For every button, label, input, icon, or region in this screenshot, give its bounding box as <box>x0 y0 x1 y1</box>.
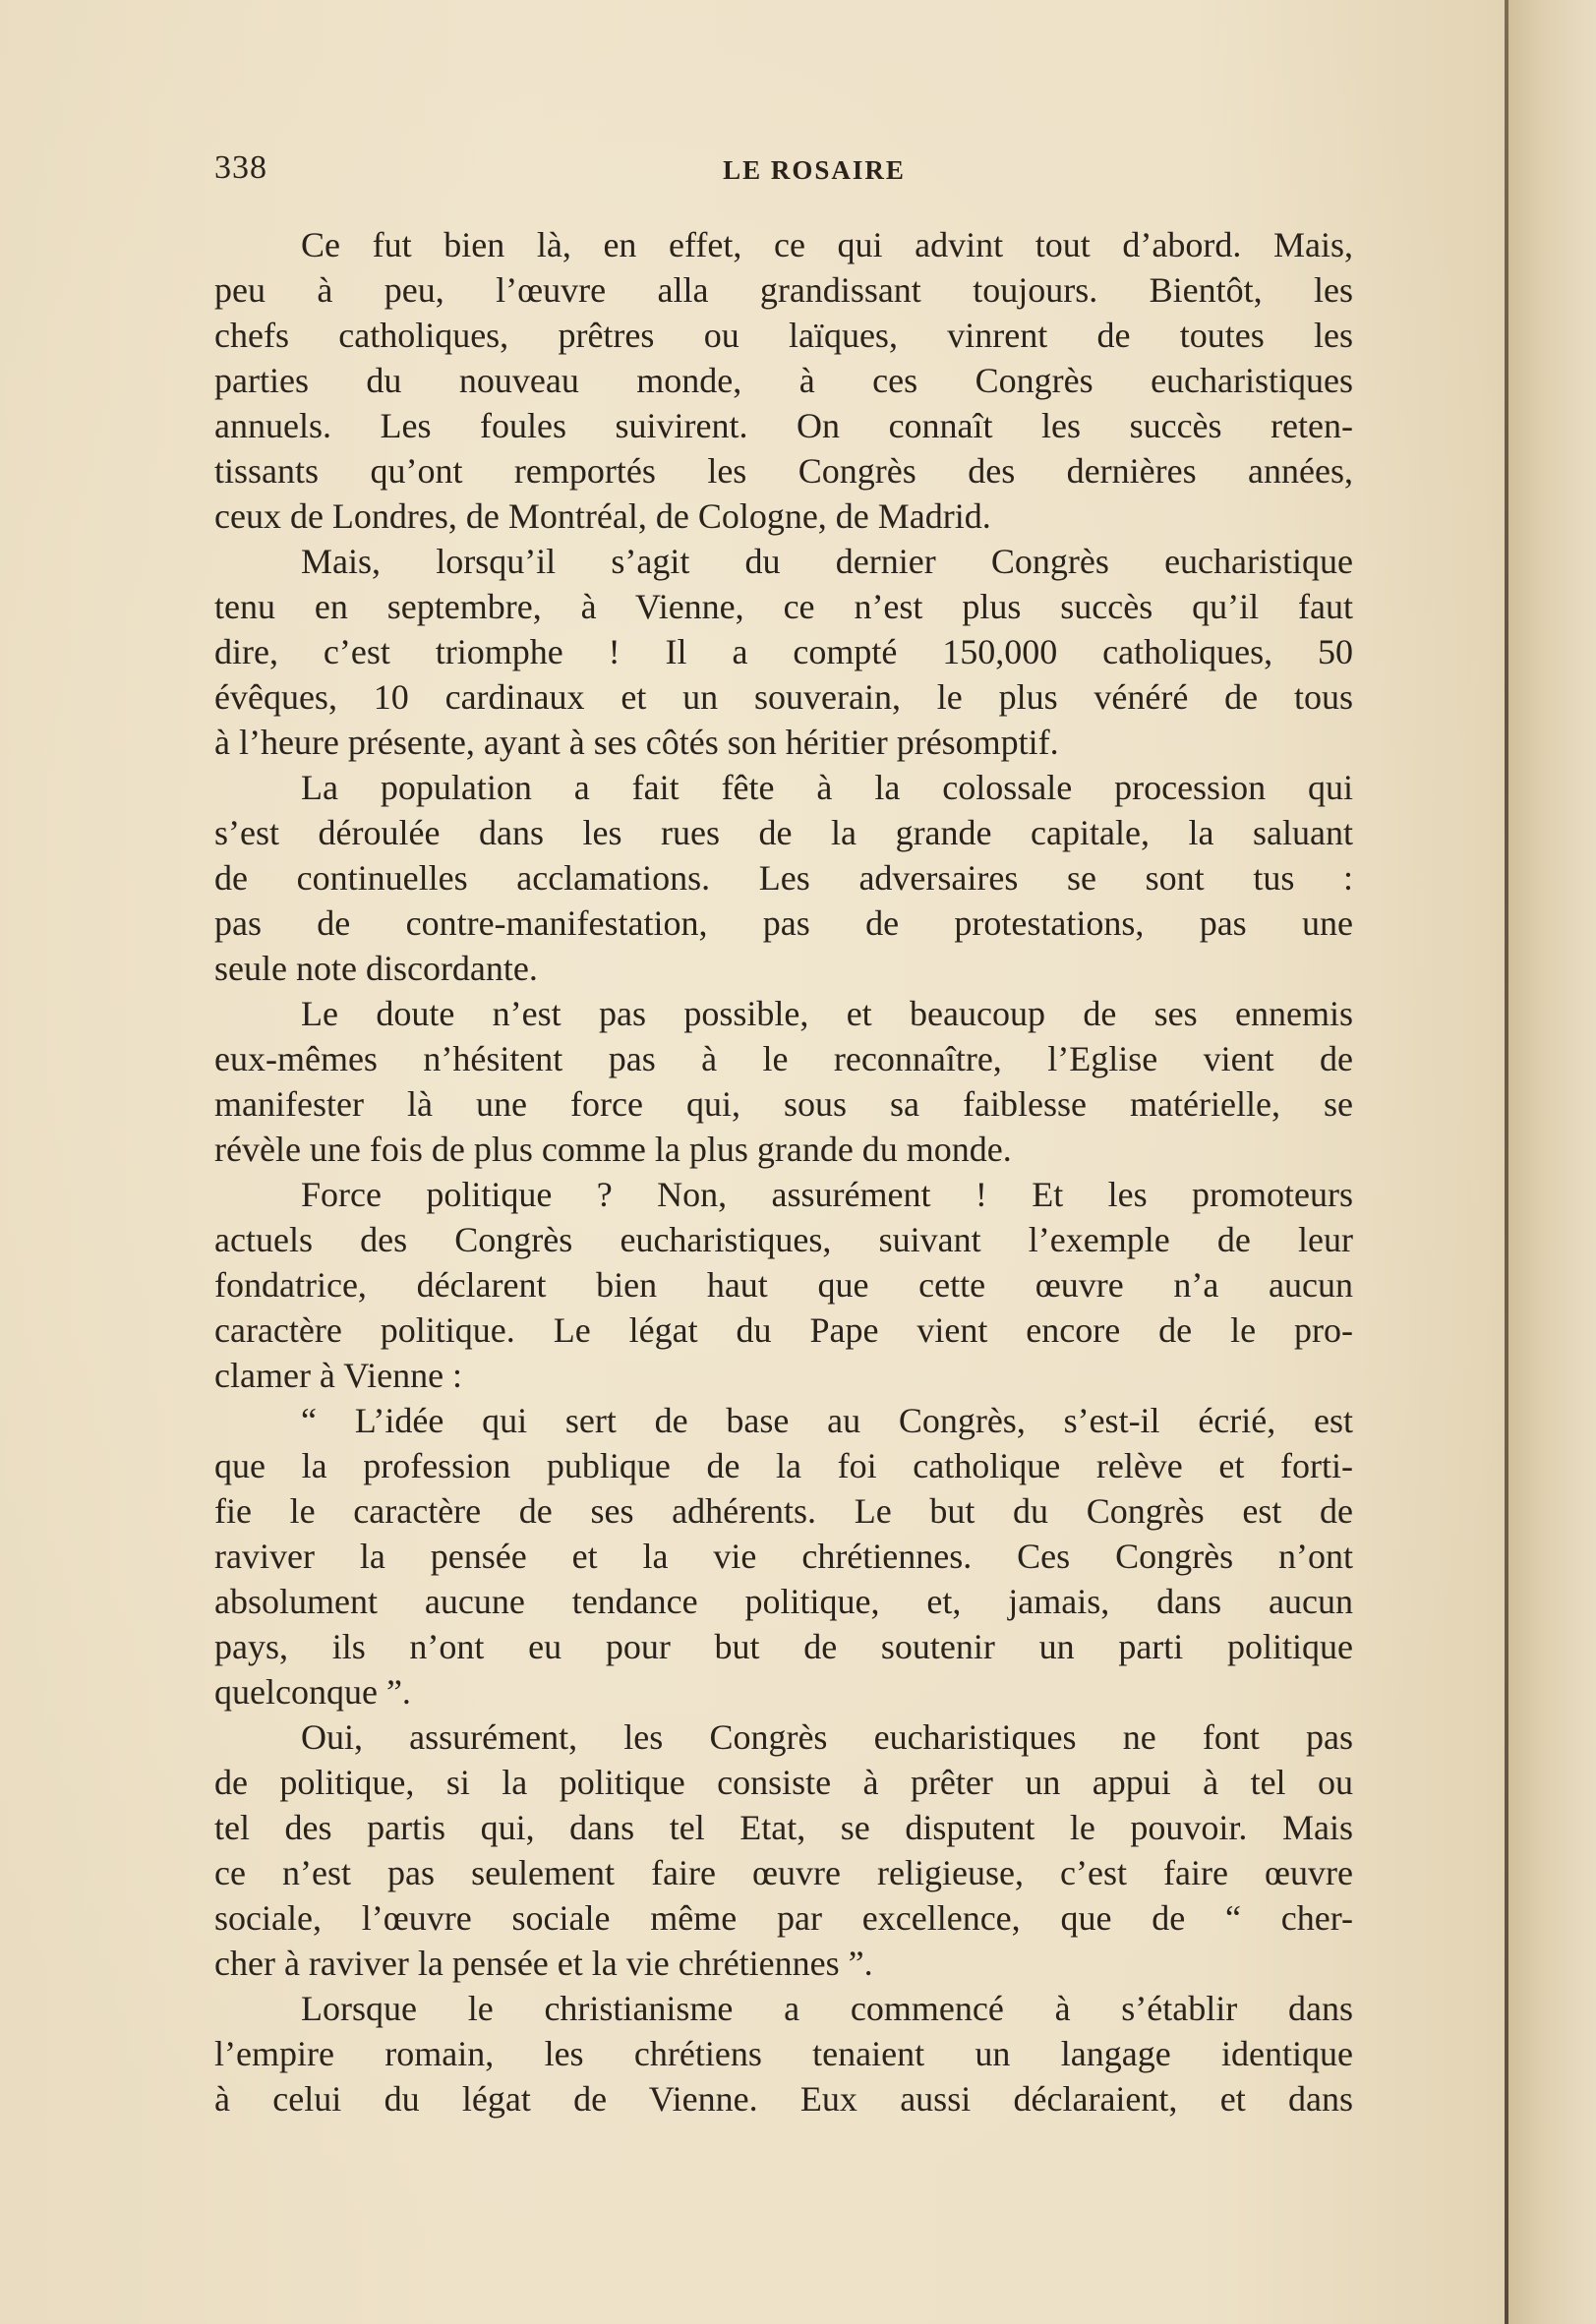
paragraph <box>214 1398 1353 1714</box>
next-page-margin <box>1508 0 1596 2324</box>
text-line: à l’heure présente, ayant à ses côtés son héritier présomptif. <box>214 723 1059 762</box>
text-line: de politique, si la politique consiste à prêter un appui à tel ou <box>214 1763 1353 1802</box>
text-line: caractère politique. Le légat du Pape vient encore de le pro- <box>214 1310 1353 1350</box>
paragraph <box>214 765 1353 991</box>
text-line: absolument aucune tendance politique, et, jamais, dans aucun <box>214 1582 1353 1621</box>
text-line: s’est déroulée dans les rues de la grande capitale, la saluant <box>214 813 1353 852</box>
text-line: ceux de Londres, de Montréal, de Cologne, de Madrid. <box>214 496 991 536</box>
text-line: pays, ils n’ont eu pour but de soutenir un parti politique <box>214 1627 1353 1666</box>
text-line: Oui, assurément, les Congrès eucharistiques ne font pas <box>301 1717 1353 1757</box>
paragraph <box>214 222 1353 539</box>
text-line: fie le caractère de ses adhérents. Le but du Congrès est de <box>214 1491 1353 1531</box>
text-line: Le doute n’est pas possible, et beaucoup de ses ennemis <box>301 994 1353 1033</box>
text-line: dire, c’est triomphe ! Il a compté 150,000 catholiques, 50 <box>214 632 1353 671</box>
paragraph <box>214 991 1353 1172</box>
text-line: raviver la pensée et la vie chrétiennes. Ces Congrès n’ont <box>214 1537 1353 1576</box>
text-line: eux-mêmes n’hésitent pas à le reconnaître, l’Eglise vient de <box>214 1039 1353 1078</box>
text-line: ce n’est pas seulement faire œuvre religieuse, c’est faire œuvre <box>214 1853 1353 1892</box>
text-line: La population a fait fête à la colossale procession qui <box>301 768 1353 807</box>
text-line: tel des partis qui, dans tel Etat, se disputent le pouvoir. Mais <box>214 1808 1353 1847</box>
page-edge <box>1505 0 1508 2324</box>
text-line: Ce fut bien là, en effet, ce qui advint tout d’abord. Mais, <box>301 225 1353 264</box>
text-line: Force politique ? Non, assurément ! Et les promoteurs <box>301 1175 1353 1214</box>
text-line: Mais, lorsqu’il s’agit du dernier Congrès eucharistique <box>301 542 1353 581</box>
text-line: évêques, 10 cardinaux et un souverain, le plus vénéré de tous <box>214 677 1353 717</box>
text-line: tenu en septembre, à Vienne, ce n’est plus succès qu’il faut <box>214 587 1353 626</box>
text-line: Lorsque le christianisme a commencé à s’établir dans <box>301 1989 1353 2028</box>
page-header <box>214 149 1345 193</box>
paragraph <box>214 1714 1353 1986</box>
paragraph <box>214 1172 1353 1398</box>
running-head: LE ROSAIRE <box>723 155 906 185</box>
paragraph <box>214 1986 1353 2121</box>
text-line: manifester là une force qui, sous sa faiblesse matérielle, se <box>214 1084 1353 1124</box>
text-line: actuels des Congrès eucharistiques, suivant l’exemple de leur <box>214 1220 1353 1259</box>
text-line: l’empire romain, les chrétiens tenaient un langage identique <box>214 2034 1353 2073</box>
text-line: chefs catholiques, prêtres ou laïques, vinrent de toutes les <box>214 316 1353 355</box>
text-line: à celui du légat de Vienne. Eux aussi déclaraient, et dans <box>214 2079 1353 2119</box>
text-line: peu à peu, l’œuvre alla grandissant toujours. Bientôt, les <box>214 270 1353 310</box>
text-line: parties du nouveau monde, à ces Congrès eucharistiques <box>214 361 1353 400</box>
text-line: que la profession publique de la foi catholique relève et forti- <box>214 1446 1353 1485</box>
text-line: pas de contre-manifestation, pas de protestations, pas une <box>214 903 1353 943</box>
text-line: de continuelles acclamations. Les adversaires se sont tus : <box>214 858 1353 898</box>
text-line: révèle une fois de plus comme la plus grande du monde. <box>214 1130 1012 1169</box>
text-line: seule note discordante. <box>214 949 538 988</box>
page-number: 338 <box>214 149 267 186</box>
text-line: cher à raviver la pensée et la vie chrétiennes ”. <box>214 1944 873 1983</box>
text-line: tissants qu’ont remportés les Congrès des dernières années, <box>214 451 1353 491</box>
text-line: fondatrice, déclarent bien haut que cette œuvre n’a aucun <box>214 1265 1353 1305</box>
text-line: “ L’idée qui sert de base au Congrès, s’est-il écrié, est <box>301 1401 1353 1440</box>
text-line: quelconque ”. <box>214 1672 411 1712</box>
text-line: sociale, l’œuvre sociale même par excellence, que de “ cher- <box>214 1898 1353 1938</box>
text-line: clamer à Vienne : <box>214 1356 463 1395</box>
paragraph <box>214 539 1353 765</box>
body-text <box>214 222 1353 2121</box>
text-line: annuels. Les foules suivirent. On connaît les succès reten- <box>214 406 1353 445</box>
